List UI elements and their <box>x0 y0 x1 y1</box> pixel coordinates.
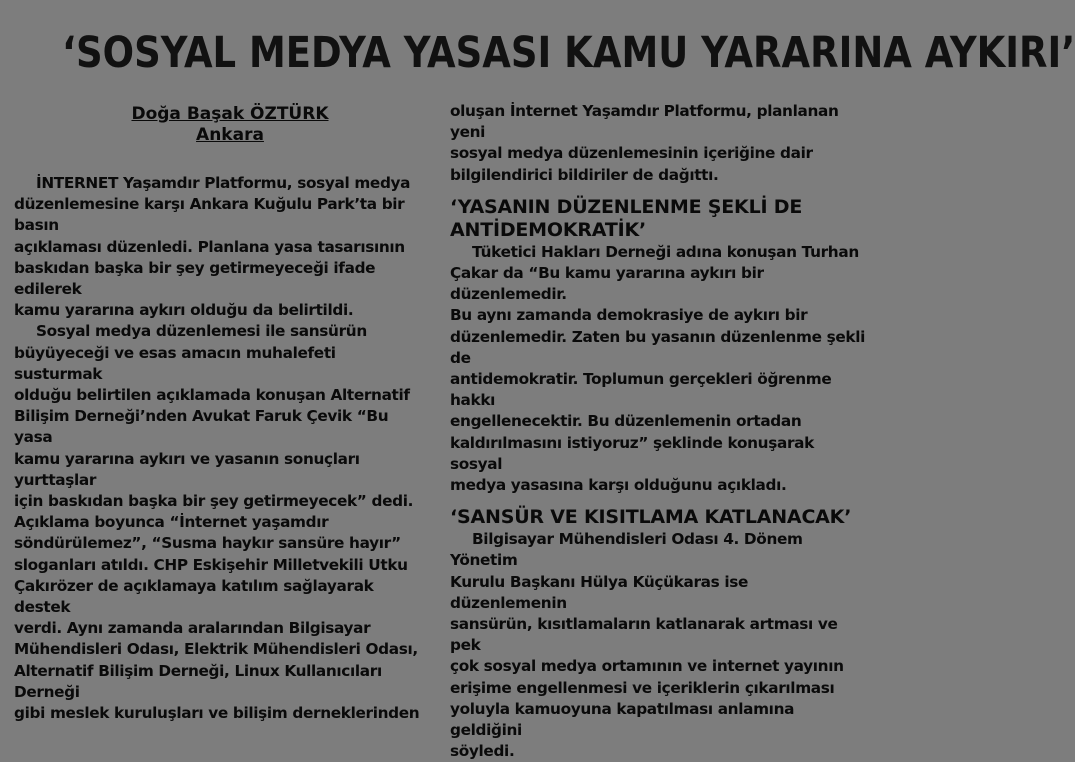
right-column <box>450 101 868 762</box>
text-line <box>14 173 424 194</box>
headline: ‘SOSYAL MEDYA YASASI KAMU YARARINA AYKIRI’ <box>61 28 1075 78</box>
text-line: açıklaması düzenledi. Planlana yasa tasarısının <box>14 237 405 256</box>
text-line: ‘SANSÜR VE KISITLAMA KATLANACAK’ <box>450 506 852 529</box>
text-line: büyüyeceği ve esas amacın muhalefeti susturmak <box>14 343 336 383</box>
subhead-sansur <box>450 506 868 529</box>
left-column <box>14 173 424 724</box>
text-line: Çakırözer de açıklamaya katılım sağlayarak destek <box>14 576 374 617</box>
text-line: çok sosyal medya ortamının ve internet yayının <box>450 657 844 676</box>
text-line: ANTİDEMOKRATİK’ <box>450 218 646 241</box>
text-line-content: İNTERNET Yaşamdır Platformu, sosyal medya <box>36 174 411 192</box>
text-line: sosyal medya düzenlemesinin içeriğine dair <box>450 144 813 163</box>
text-line: Mühendisleri Odası, Elektrik Mühendisleri Odası, <box>14 640 418 659</box>
text-line: baskıdan başka bir şey getirmeyeceği ifade edilerek <box>14 258 376 299</box>
text-line: söyledi. <box>450 742 515 761</box>
text-line: ‘YASANIN DÜZENLENME ŞEKLİ DE <box>450 195 803 218</box>
text-line: kamu yararına aykırı ve yasanın sonuçları yurttaşlar <box>14 449 360 489</box>
text-line-content: Tüketici Hakları Derneği adına konuşan Turhan <box>472 242 859 261</box>
text-line: bilgilendirici bildiriler de dağıttı. <box>450 165 719 184</box>
text-line: Bu aynı zamanda demokrasiye de aykırı bir <box>450 306 808 325</box>
paragraph-hulya-kucukaras <box>450 529 868 762</box>
text-line: düzenlemedir. Zaten bu yasanın düzenlenme şekli de <box>450 327 866 367</box>
byline <box>80 104 380 146</box>
text-line: Açıklama boyunca “İnternet yaşamdır <box>14 513 329 532</box>
text-line-content: Sosyal medya düzenlemesi ile sansürün <box>36 322 367 341</box>
left-paragraph <box>14 173 424 321</box>
text-line <box>14 321 424 342</box>
text-line: verdi. Aynı zamanda aralarından Bilgisayar <box>14 619 371 638</box>
text-line: oluşan İnternet Yaşamdır Platformu, planlanan yeni <box>450 102 839 142</box>
text-line-content: Bilgisayar Mühendisleri Odası 4. Dönem Yönetim <box>450 530 803 570</box>
text-line: sloganları atıldı. CHP Eskişehir Milletvekili Utku <box>14 555 408 574</box>
text-line: düzenlemesine karşı Ankara Kuğulu Park’ta bir basın <box>14 195 405 235</box>
right-continuation <box>450 101 868 186</box>
text-line: kaldırılmasını istiyoruz” şeklinde konuşarak sosyal <box>450 433 814 473</box>
text-line: kamu yararına aykırı olduğu da belirtildi. <box>14 301 354 320</box>
paragraph-turhan-cakar <box>450 242 868 496</box>
text-line: gibi meslek kuruluşları ve bilişim derneklerinden <box>14 704 420 723</box>
text-line: Alternatif Bilişim Derneği, Linux Kullanıcıları Derneği <box>14 661 382 701</box>
byline-author: Doğa Başak ÖZTÜRK <box>131 104 329 124</box>
text-line: medya yasasına karşı olduğunu açıkladı. <box>450 476 787 495</box>
byline-location: Ankara <box>196 125 264 145</box>
subhead-antidemokratik <box>450 196 868 242</box>
text-line: yoluyla kamuoyuna kapatılması anlamına geldiğini <box>450 699 795 740</box>
text-line <box>450 529 868 571</box>
text-line: Bilişim Derneği’nden Avukat Faruk Çevik “Bu yasa <box>14 407 389 447</box>
left-paragraph <box>14 321 424 724</box>
text-line: antidemokratir. Toplumun gerçekleri öğrenme hakkı <box>450 370 832 410</box>
text-line: Kurulu Başkanı Hülya Küçükaras ise düzenlemenin <box>450 572 749 612</box>
text-line: söndürülemez”, “Susma haykır sansüre hayır” <box>14 534 401 553</box>
text-line <box>450 242 868 263</box>
text-line: erişime engellenmesi ve içeriklerin çıkarılması <box>450 678 835 697</box>
text-line: sansürün, kısıtlamaların katlanarak artması ve pek <box>450 615 838 655</box>
text-line: Çakar da “Bu kamu yararına aykırı bir düzenlemedir. <box>450 264 764 304</box>
text-line: için baskıdan başka bir şey getirmeyecek” dedi. <box>14 492 414 511</box>
text-line: engellenecektir. Bu düzenlemenin ortadan <box>450 412 802 431</box>
text-line: olduğu belirtilen açıklamada konuşan Alternatif <box>14 386 410 405</box>
